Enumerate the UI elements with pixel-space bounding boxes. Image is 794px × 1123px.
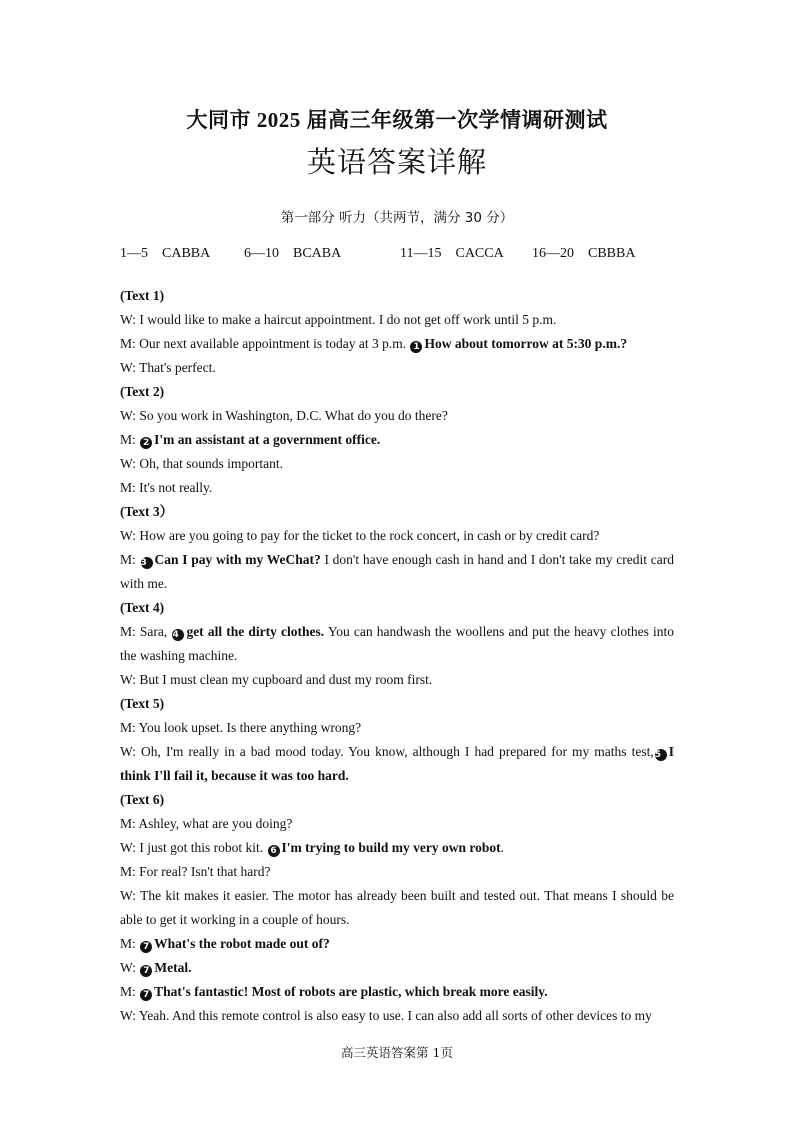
marker-6-icon: 6 [268,845,280,857]
text5-line2: W: Oh, I'm really in a bad mood today. You know, although I had prepared for my maths test,5 I think I'll fail it, because it was too hard. [120,744,674,783]
text6-line8: W: Yeah. And this remote control is also easy to use. I can also add all sorts of other devices to my [120,1008,652,1023]
marker-1-icon: 1 [410,341,422,353]
text4-line2: W: But I must clean my cupboard and dust my room first. [120,672,433,687]
answer-group-1: 1—5 CABBA [120,246,211,261]
text1-line2: M: Our next available appointment is today at 3 p.m. 1 How about tomorrow at 5:30 p.m.? [120,336,628,352]
text4-line1: M: Sara, 4 get all the dirty clothes. You can handwash the woollens and put the heavy clothes into the washing machine. [120,624,674,663]
text5-line1: M: You look upset. Is there anything wrong? [120,720,362,735]
marker-4-icon: 4 [172,629,184,641]
document-subtitle: 英语答案详解 [306,145,487,179]
text6-line6: W: 7 Metal. [120,960,192,976]
text3-line2: M: 3 Can I pay with my WeChat? I don't have enough cash in hand and I don't take my credit card with me. [120,552,674,591]
marker-7-icon: 7 [140,941,152,953]
answer-group-2: 6—10 BCABA [244,246,342,261]
text2-line3: W: Oh, that sounds important. [120,456,283,471]
text2-heading: (Text 2) [120,384,165,399]
text1-heading: (Text 1) [120,288,165,303]
text6-line1: M: Ashley, what are you doing? [120,816,293,831]
answer-key-row [120,246,680,266]
text5-heading: (Text 5) [120,696,165,711]
text4-heading: (Text 4) [120,600,165,615]
marker-5-icon: 5 [655,749,667,761]
text6-line3: M: For real? Isn't that hard? [120,864,271,879]
text2-line4: M: It's not really. [120,480,213,495]
text6-line4: W: The kit makes it easier. The motor has already been built and tested out. That means I should be able to get it working in a couple of hours. [120,888,674,927]
text3-heading: (Text 3） [120,504,174,519]
marker-7-icon: 7 [140,989,152,1001]
text6-line5: M: 7 What's the robot made out of? [120,936,330,952]
marker-7-icon: 7 [140,965,152,977]
text2-line1: W: So you work in Washington, D.C. What do you do there? [120,408,448,423]
text1-line3: W: That's perfect. [120,360,216,375]
text3-line1: W: How are you going to pay for the ticket to the rock concert, in cash or by credit card? [120,528,600,543]
marker-2-icon: 2 [140,437,152,449]
section-heading: 第一部分 听力（共两节，满分 30 分） [280,210,514,226]
marker-3-icon: 3 [141,557,153,569]
page-footer: 高三英语答案第 1页 [341,1045,453,1060]
text6-line7: M: 7 That's fantastic! Most of robots are plastic, which break more easily. [120,984,548,1000]
text2-line2: M: 2 I'm an assistant at a government office. [120,432,381,448]
exam-title: 大同市 2025 届高三年级第一次学情调研测试 [186,108,608,132]
text6-line2: W: I just got this robot kit. 6 I'm trying to build my very own robot. [120,840,505,856]
transcript [120,284,674,1028]
text6-heading: (Text 6) [120,792,165,807]
answer-group-3: 11—15 CACCA [400,246,504,261]
answer-group-4: 16—20 CBBBA [532,246,636,261]
text1-line1: W: I would like to make a haircut appointment. I do not get off work until 5 p.m. [120,312,557,327]
